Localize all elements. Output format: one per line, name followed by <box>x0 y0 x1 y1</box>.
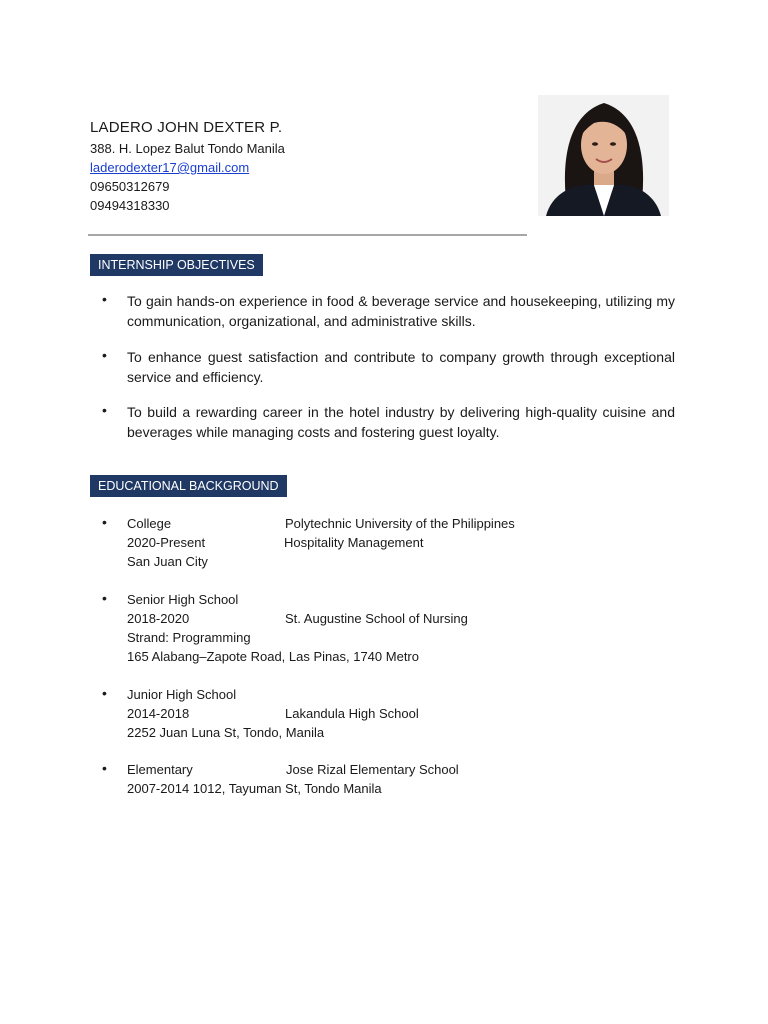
school-details: 2007-2014 1012, Tayuman St, Tondo Manila <box>127 781 382 796</box>
section-heading-objectives: INTERNSHIP OBJECTIVES <box>90 254 263 276</box>
applicant-name: LADERO JOHN DEXTER P. <box>90 119 283 136</box>
school-address: 165 Alabang–Zapote Road, Las Pinas, 1740 Metro <box>127 649 419 664</box>
strand: Strand: Programming <box>127 630 251 645</box>
education-level: Elementary <box>127 762 193 777</box>
education-level: College <box>127 516 172 531</box>
school-name: Polytechnic University of the Philippines <box>285 516 515 531</box>
education-years: 2014-2018 <box>127 706 190 721</box>
phone-number-1: 09650312679 <box>90 179 170 194</box>
email-link[interactable]: laderodexter17@gmail.com <box>90 160 250 175</box>
bullet-glyph: • <box>102 347 107 363</box>
bullet-glyph: • <box>102 514 107 530</box>
school-name: Lakandula High School <box>285 706 419 721</box>
objective-item: To gain hands-on experience in food & beverage service and housekeeping, utilizing my communication, organizational, and administrative skills. <box>127 293 675 329</box>
section-heading-education: EDUCATIONAL BACKGROUND <box>90 475 287 497</box>
education-years: 2020-Present <box>127 535 206 550</box>
school-location: San Juan City <box>127 554 208 569</box>
school-name: St. Augustine School of Nursing <box>285 611 468 626</box>
course-name: Hospitality Management <box>284 535 424 550</box>
education-level: Junior High School <box>127 687 237 702</box>
education-years: 2018-2020 <box>127 611 190 626</box>
bullet-glyph: • <box>102 291 107 307</box>
school-name: Jose Rizal Elementary School <box>286 762 459 777</box>
school-address: 2252 Juan Luna St, Tondo, Manila <box>127 725 325 740</box>
bullet-glyph: • <box>102 590 107 606</box>
bullet-glyph: • <box>102 685 107 701</box>
header-divider <box>88 234 527 236</box>
bullet-glyph: • <box>102 760 107 776</box>
address: 388. H. Lopez Balut Tondo Manila <box>90 141 285 156</box>
education-level: Senior High School <box>127 592 239 607</box>
profile-photo <box>538 95 669 216</box>
phone-number-2: 09494318330 <box>90 198 170 213</box>
objective-item: To enhance guest satisfaction and contribute to company growth through exceptional service and efficiency. <box>127 349 675 385</box>
bullet-glyph: • <box>102 402 107 418</box>
objective-item: To build a rewarding career in the hotel industry by delivering high-quality cuisine and beverages while managing costs and fostering guest loyalty. <box>127 404 675 440</box>
